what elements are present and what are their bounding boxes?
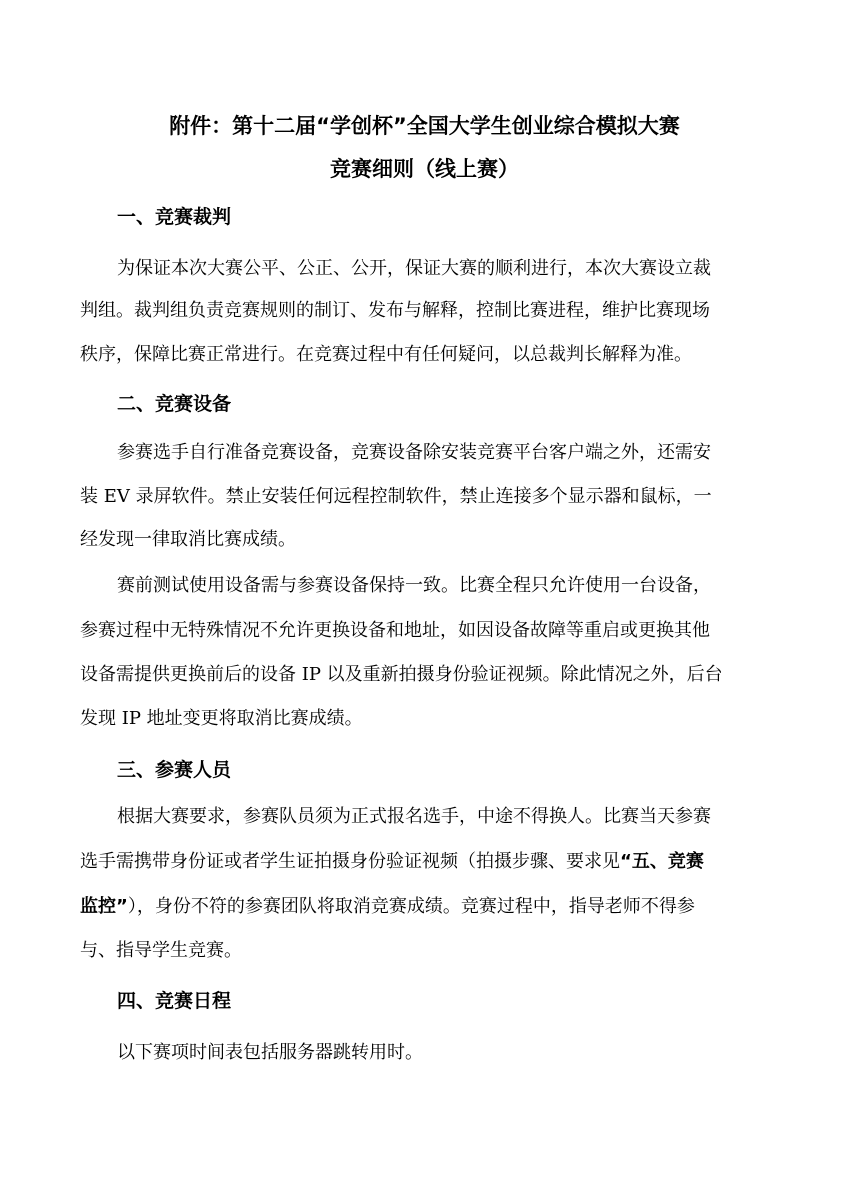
document-title: 附件：第十二届“学创杯”全国大学生创业综合模拟大赛 bbox=[169, 114, 680, 138]
document-subtitle: 竞赛细则（线上赛） bbox=[330, 157, 519, 181]
paragraph-line: 秩序，保障比赛正常进行。在竞赛过程中有任何疑问，以总裁判长解释为准。 bbox=[80, 344, 692, 365]
paragraph-line: 监控”），身份不符的参赛团队将取消竞赛成绩。竞赛过程中，指导老师不得参 bbox=[80, 896, 695, 917]
cross-reference: “五、竞赛 bbox=[620, 851, 704, 872]
paragraph-line: 选手需携带身份证或者学生证拍摄身份验证视频（拍摄步骤、要求见“五、竞赛 bbox=[80, 851, 704, 872]
paragraph-line: 为保证本次大赛公平、公正、公开，保证大赛的顺利进行，本次大赛设立裁 bbox=[117, 258, 711, 279]
cross-reference: 监控” bbox=[80, 896, 128, 917]
paragraph-line: 与、指导学生竞赛。 bbox=[80, 940, 242, 961]
paragraph-line: 装 EV 录屏软件。禁止安装任何远程控制软件，禁止连接多个显示器和鼠标，一 bbox=[80, 486, 712, 507]
paragraph-line: 赛前测试使用设备需与参赛设备保持一致。比赛全程只允许使用一台设备， bbox=[117, 575, 711, 596]
section-heading-referees: 一、竞赛裁判 bbox=[117, 206, 232, 228]
paragraph-line: 根据大赛要求，参赛队员须为正式报名选手，中途不得换人。比赛当天参赛 bbox=[117, 806, 711, 827]
paragraph-line: 发现 IP 地址变更将取消比赛成绩。 bbox=[80, 708, 363, 729]
section-heading-schedule: 四、竞赛日程 bbox=[117, 990, 232, 1012]
paragraph-line: 参赛选手自行准备竞赛设备，竞赛设备除安装竞赛平台客户端之外，还需安 bbox=[117, 442, 711, 463]
section-heading-participants: 三、参赛人员 bbox=[117, 759, 232, 781]
paragraph-line: 经发现一律取消比赛成绩。 bbox=[80, 529, 296, 550]
paragraph-line: 判组。裁判组负责竞赛规则的制订、发布与解释，控制比赛进程，维护比赛现场 bbox=[80, 300, 710, 321]
section-heading-equipment: 二、竞赛设备 bbox=[117, 393, 232, 415]
paragraph-line: 设备需提供更换前后的设备 IP 以及重新拍摄身份验证视频。除此情况之外，后台 bbox=[80, 664, 723, 685]
paragraph-line: 以下赛项时间表包括服务器跳转用时。 bbox=[117, 1042, 423, 1063]
paragraph-line: 参赛过程中无特殊情况不允许更换设备和地址，如因设备故障等重启或更换其他 bbox=[80, 620, 710, 641]
